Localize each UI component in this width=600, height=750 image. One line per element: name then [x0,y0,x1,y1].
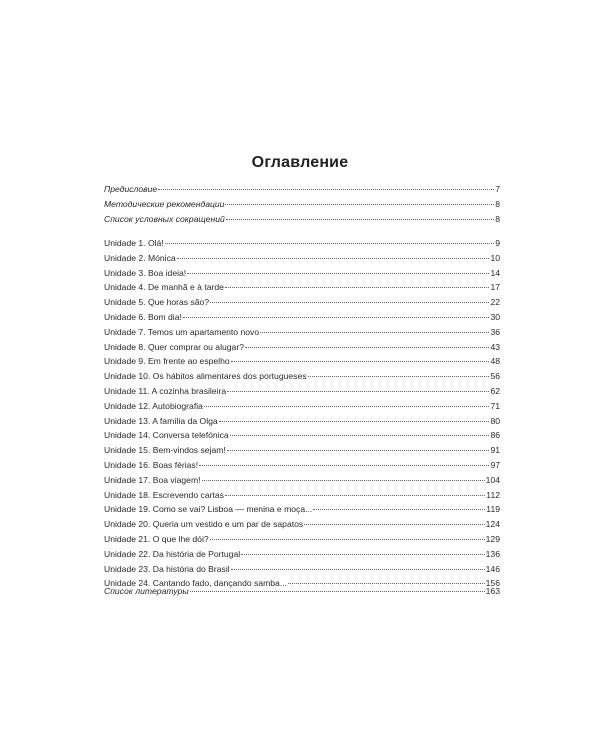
dot-leader [308,376,490,377]
toc-entry-page-number: 30 [490,311,500,322]
toc-entry-page-number: 80 [490,415,500,426]
toc-entry[interactable] [104,414,500,429]
toc-entry[interactable] [104,428,500,443]
dot-leader [230,435,490,436]
dot-leader [190,591,485,592]
dot-leader [210,302,489,303]
dot-leader [219,421,490,422]
toc-entry-title: Unidade 6. Bom dia! [104,311,182,322]
toc-entry-page-number: 17 [490,282,500,293]
dot-leader [231,569,485,570]
toc-entry-title: Unidade 10. Os hábitos alimentares dos portugueses [104,371,307,382]
toc-entry-title: Unidade 1. Olá! [104,238,164,248]
toc-entry[interactable] [104,212,500,227]
toc-entry-title: Unidade 2. Mónica [104,252,176,263]
toc-entry-page-number: 136 [485,548,500,559]
dot-leader [187,273,489,274]
toc-entry[interactable] [104,517,500,532]
toc-entry[interactable] [104,295,500,310]
dot-leader [313,509,485,510]
toc-entry-title: Unidade 13. A família da Olga [104,415,218,426]
toc-entry-page-number: 10 [490,252,500,263]
toc-entry-page-number: 124 [485,519,500,530]
toc-entry-page-number: 112 [486,489,500,500]
toc-entry[interactable] [104,547,500,562]
toc-entry[interactable] [104,280,500,295]
toc-entry[interactable] [104,532,500,547]
toc-entry-page-number: 119 [486,504,500,515]
toc-entry-title: Unidade 21. O que lhe dói? [104,533,209,544]
toc-entry[interactable] [104,399,500,414]
toc-entry-title: Предисловие [104,184,158,194]
toc-entry[interactable] [104,473,500,488]
toc-entry-page-number: 156 [485,578,500,589]
toc-entry[interactable] [104,325,500,340]
toc-entry[interactable] [104,488,500,503]
toc-entry[interactable] [104,354,500,369]
dot-leader [202,480,485,481]
toc-entry[interactable] [104,197,500,212]
dot-leader [304,524,484,525]
dot-leader [225,495,485,496]
page-title: Оглавление [251,154,349,171]
toc-entry-page-number: 8 [495,198,500,209]
toc-entry[interactable] [104,584,500,599]
dot-leader [226,219,494,220]
toc-entry-page-number: 146 [485,563,500,574]
toc-entry-title: Unidade 11. A cozinha brasileira [104,385,227,396]
toc-entry-title: Unidade 14. Conversa telefónica [104,430,229,441]
toc-entry[interactable] [104,458,500,473]
dot-leader [225,204,494,205]
toc-entry[interactable] [104,310,500,325]
toc-entry[interactable] [104,182,500,197]
toc-entry-page-number: 36 [490,326,500,337]
dot-leader [227,391,489,392]
toc-entry-page-number: 97 [490,459,500,470]
toc-entry-title: Unidade 7. Temos um apartamento novo [104,326,260,337]
toc-entry[interactable] [104,562,500,577]
toc-entry-page-number: 91 [490,445,500,456]
toc-entry-page-number: 43 [490,341,500,352]
toc-entry[interactable] [104,443,500,458]
toc-entry[interactable] [104,384,500,399]
toc-entry-title: Unidade 5. Que horas são? [104,297,210,308]
toc-entry[interactable] [104,251,500,266]
toc-entry-title: Unidade 16. Boas férias! [104,459,199,470]
toc-entry-page-number: 14 [490,267,500,278]
dot-leader [245,347,489,348]
toc-units [104,236,500,591]
toc-entry[interactable] [104,502,500,517]
toc-entry-page-number: 48 [490,356,500,367]
toc-front-matter [104,182,500,226]
toc-entry-page-number: 8 [495,213,500,224]
dot-leader [177,258,490,259]
toc-entry-title: Unidade 9. Em frente ao espelho [104,356,230,367]
dot-leader [199,465,489,466]
dot-leader [227,450,490,451]
toc-entry-title: Unidade 18. Escrevendo cartas [104,489,224,500]
toc-entry-page-number: 71 [490,400,500,411]
toc-entry-title: Unidade 12. Autobiografia [104,400,203,411]
toc-entry-page-number: 104 [485,474,500,485]
toc-entry-title: Unidade 24. Cantando fado, dançando samba... [104,578,287,589]
toc-entry-title: Unidade 15. Bem-vindos sejam! [104,445,226,456]
dot-leader [241,554,485,555]
toc-entry-title: Unidade 8. Quer comprar ou alugar? [104,341,244,352]
toc-entry-page-number: 163 [485,586,500,596]
toc-entry-title: Unidade 22. Da história de Portugal [104,548,241,559]
toc-entry[interactable] [104,340,500,355]
dot-leader [225,287,490,288]
dot-leader [165,243,495,244]
toc-entry-title: Список условных сокращений [104,213,225,224]
toc-entry-title: Unidade 17. Boa viagem! [104,474,201,485]
toc-entry-title: Unidade 3. Boa ideia! [104,267,187,278]
toc-entry[interactable] [104,369,500,384]
toc-entry-title: Список литературы [104,586,189,596]
dot-leader [260,332,489,333]
toc-entry-title: Unidade 23. Da história do Brasil [104,563,230,574]
dot-leader [158,189,494,190]
toc-entry-title: Методические рекомендации [104,198,225,209]
toc-entry-title: Unidade 19. Como se vai? Lisboa — menina e moça... [104,504,313,515]
dot-leader [231,361,490,362]
toc-entry-page-number: 129 [485,533,500,544]
toc-entry[interactable] [104,236,500,251]
dot-leader [183,317,490,318]
toc-entry-title: Unidade 4. De manhã e à tarde [104,282,224,293]
toc-entry-page-number: 86 [490,430,500,441]
dot-leader [210,539,485,540]
toc-entry-title: Unidade 20. Queria um vestido e um par de sapatos [104,519,304,530]
toc-entry-page-number: 56 [490,371,500,382]
toc-entry-page-number: 9 [495,238,500,248]
toc-entry-page-number: 22 [490,297,500,308]
dot-leader [204,406,490,407]
toc-entry-page-number: 62 [490,385,500,396]
toc-entry-page-number: 7 [495,184,500,194]
toc-back-matter [104,584,500,599]
toc-entry[interactable] [104,266,500,281]
